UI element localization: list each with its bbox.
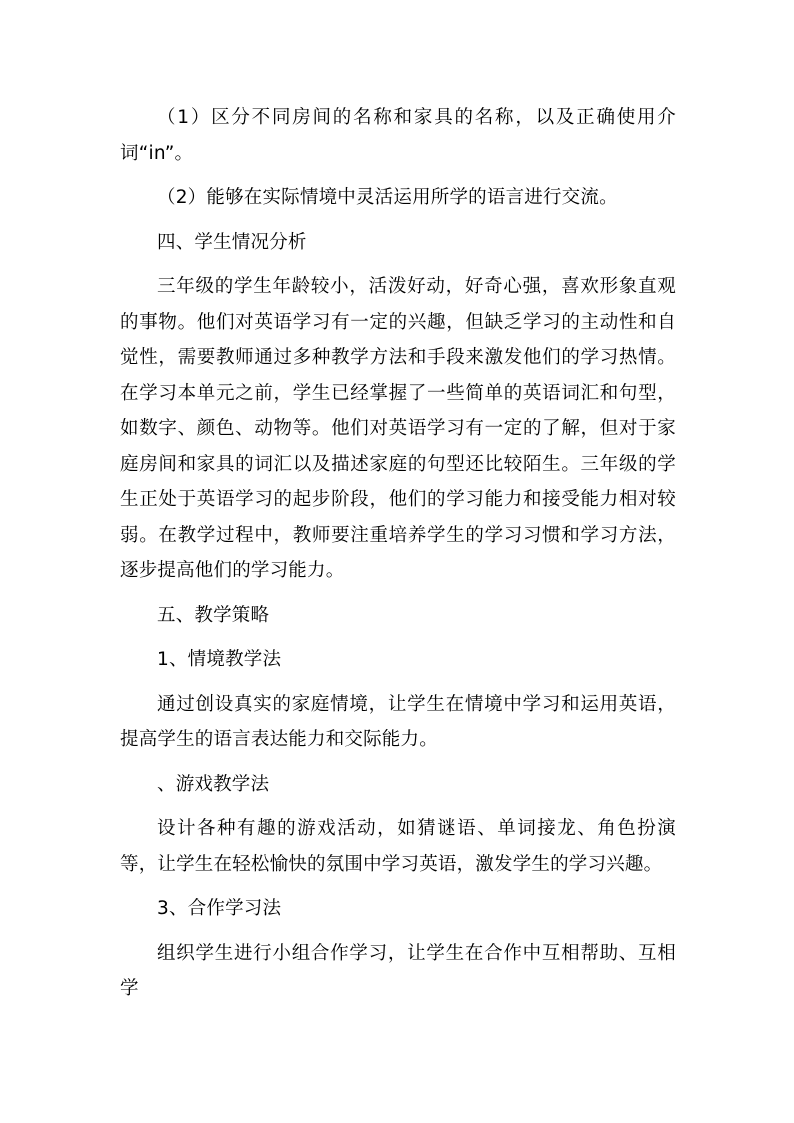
strategy-game-paragraph: 设计各种有趣的游戏活动，如猜谜语、单词接龙、角色扮演等，让学生在轻松愉快的氛围中学习英语，激发学生的学习兴趣。 [120,818,676,875]
strategy-situational-paragraph: 通过创设真实的家庭情境，让学生在情境中学习和运用英语，提高学生的语言表达能力和交际能力。 [120,693,676,750]
strategy-heading-game: 、游戏教学法 [157,773,270,795]
objective-1: （1）区分不同房间的名称和家具的名称，以及正确使用介词“in”。 [120,107,676,164]
strategy-heading-situational: 1、情境教学法 [157,649,282,670]
student-analysis-paragraph: 三年级的学生年龄较小，活泼好动，好奇心强，喜欢形象直观的事物。他们对英语学习有一定的兴趣，但缺乏学习的主动性和自觉性，需要教师通过多种教学方法和手段来激发他们的学习热情。在学习本单元之前，学生已经掌握了一些简单的英语词汇和句型，如数字、颜色、动物等。他们对英语学习有一定的了解，但对于家庭房间和家具的词汇以及描述家庭的句型还比较陌生。三年级的学生正处于英语学习的起步阶段，他们的学习能力和接受能力相对较弱。在教学过程中，教师要注重培养学生的学习习惯和学习方法，逐步提高他们的学习能力。 [120,276,676,581]
section-heading-student-analysis: 四、学生情况分析 [157,231,307,253]
section-heading-teaching-strategy: 五、教学策略 [157,604,270,626]
strategy-cooperative-paragraph: 组织学生进行小组合作学习，让学生在合作中互相帮助、互相学 [120,942,676,999]
objective-2: （2）能够在实际情境中灵活运用所学的语言进行交流。 [157,187,618,208]
document-page [120,100,676,1007]
strategy-heading-cooperative: 3、合作学习法 [157,898,282,919]
